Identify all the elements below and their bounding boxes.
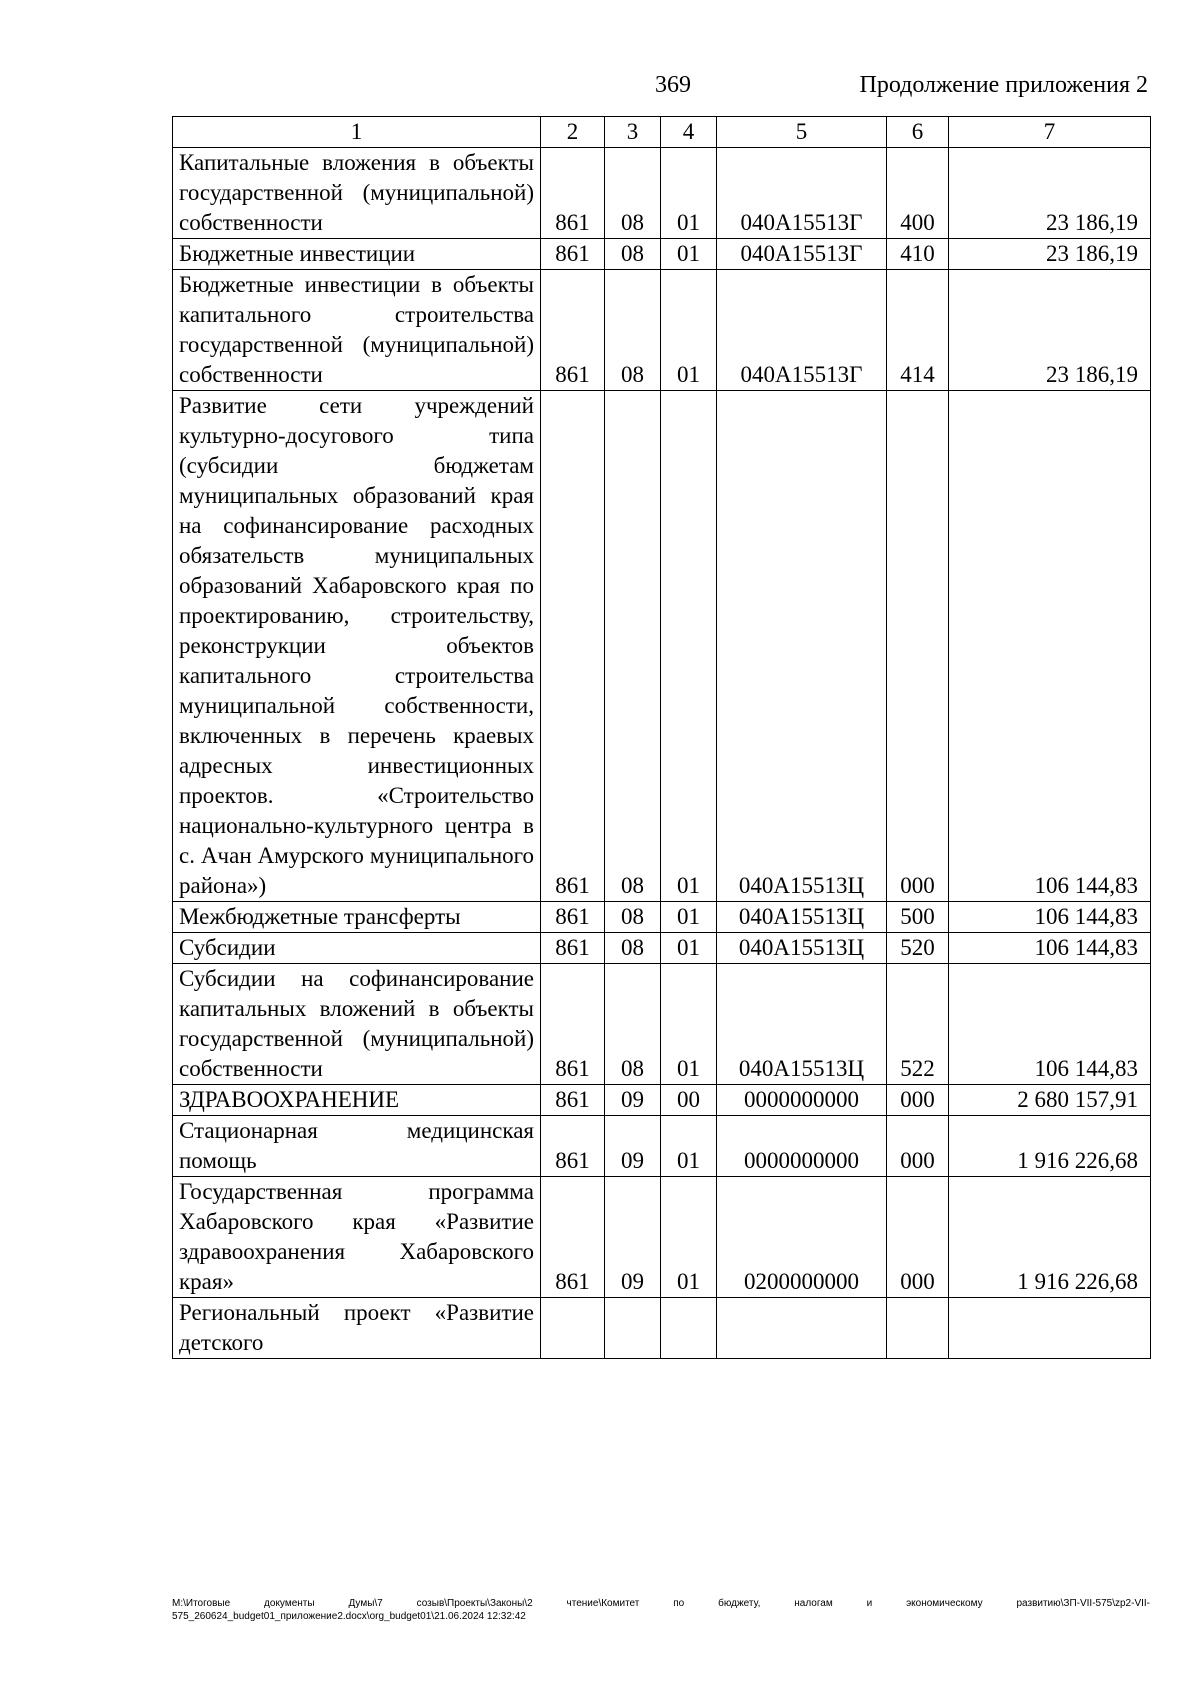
amount: 1 916 226,68	[949, 1177, 1151, 1298]
expense-type-code: 000	[887, 1116, 949, 1177]
admin-code: 861	[541, 933, 605, 964]
admin-code: 861	[541, 1177, 605, 1298]
target-article-code: 040A15513Ц	[717, 391, 887, 902]
subsection-code: 01	[661, 239, 717, 270]
admin-code: 861	[541, 902, 605, 933]
target-article-code: 040A15513Ц	[717, 964, 887, 1085]
expense-type-code: 522	[887, 964, 949, 1085]
amount: 1 916 226,68	[949, 1116, 1151, 1177]
expense-type-code: 500	[887, 902, 949, 933]
table-row	[173, 1298, 1151, 1359]
admin-code: 861	[541, 239, 605, 270]
section-code: 08	[605, 239, 661, 270]
subsection-code: 01	[661, 148, 717, 239]
amount: 106 144,83	[949, 902, 1151, 933]
budget-table	[172, 116, 1151, 1359]
expense-type-code: 000	[887, 391, 949, 902]
expense-type-code	[887, 1298, 949, 1359]
column-header: 7	[949, 117, 1151, 148]
target-article-code: 040A15513Г	[717, 270, 887, 391]
column-header: 3	[605, 117, 661, 148]
file-path-footer: M:\Итоговые документы Думы\7 созыв\Проекты\Законы\2 чтение\Комитет по бюджету, налогам и экономическому развитию\ЗП-VII-575\zp2-VII-575_260624_budget01_приложение2.docx\org_budget01\21.06.2024 12:32:42	[172, 1598, 1150, 1622]
expense-type-code: 520	[887, 933, 949, 964]
row-name: Государственная программа Хабаровского края «Развитие здравоохранения Хабаровского края»	[173, 1177, 541, 1298]
subsection-code: 01	[661, 902, 717, 933]
amount: 2 680 157,91	[949, 1085, 1151, 1116]
target-article-code: 0000000000	[717, 1085, 887, 1116]
subsection-code: 01	[661, 1116, 717, 1177]
expense-type-code: 410	[887, 239, 949, 270]
admin-code: 861	[541, 391, 605, 902]
admin-code: 861	[541, 270, 605, 391]
column-header: 1	[173, 117, 541, 148]
column-header: 2	[541, 117, 605, 148]
target-article-code: 040A15513Г	[717, 239, 887, 270]
table-row	[173, 1085, 1151, 1116]
table-row	[173, 239, 1151, 270]
section-code: 09	[605, 1177, 661, 1298]
column-header: 4	[661, 117, 717, 148]
subsection-code: 01	[661, 270, 717, 391]
table-row	[173, 902, 1151, 933]
subsection-code: 01	[661, 1177, 717, 1298]
target-article-code: 040A15513Г	[717, 148, 887, 239]
table-header-row	[173, 117, 1151, 148]
row-name: Субсидии	[173, 933, 541, 964]
row-name: Бюджетные инвестиции в объекты капитального строительства государственной (муниципальной) собственности	[173, 270, 541, 391]
column-header: 6	[887, 117, 949, 148]
target-article-code: 0200000000	[717, 1177, 887, 1298]
section-code: 09	[605, 1085, 661, 1116]
amount: 106 144,83	[949, 933, 1151, 964]
target-article-code: 0000000000	[717, 1116, 887, 1177]
target-article-code: 040A15513Ц	[717, 933, 887, 964]
subsection-code	[661, 1298, 717, 1359]
target-article-code: 040A15513Ц	[717, 902, 887, 933]
row-name: Межбюджетные трансферты	[173, 902, 541, 933]
section-code: 08	[605, 270, 661, 391]
admin-code: 861	[541, 964, 605, 1085]
row-name: ЗДРАВООХРАНЕНИЕ	[173, 1085, 541, 1116]
expense-type-code: 414	[887, 270, 949, 391]
table-row	[173, 933, 1151, 964]
section-code: 09	[605, 1116, 661, 1177]
amount: 106 144,83	[949, 391, 1151, 902]
table-row	[173, 148, 1151, 239]
row-name: Стационарная медицинская помощь	[173, 1116, 541, 1177]
amount	[949, 1298, 1151, 1359]
table-row	[173, 1177, 1151, 1298]
amount: 23 186,19	[949, 270, 1151, 391]
table-row	[173, 270, 1151, 391]
amount: 23 186,19	[949, 239, 1151, 270]
amount: 106 144,83	[949, 964, 1151, 1085]
column-header: 5	[717, 117, 887, 148]
subsection-code: 01	[661, 391, 717, 902]
row-name: Субсидии на софинансирование капитальных вложений в объекты государственной (муниципальной) собственности	[173, 964, 541, 1085]
table-row	[173, 1116, 1151, 1177]
target-article-code	[717, 1298, 887, 1359]
row-name: Развитие сети учреждений культурно-досугового типа (субсидии бюджетам муниципальных образований края на софинансирование расходных обязательств муниципальных образований Хабаровского края по проектированию, строительству, реконструкции объектов капитального строительства муниципальной собственности, включенных в перечень краевых адресных инвестиционных проектов. «Строительство национально-культурного центра в с. Ачан Амурского муниципального района»)	[173, 391, 541, 902]
page-number: 369	[655, 72, 691, 98]
expense-type-code: 400	[887, 148, 949, 239]
row-name: Региональный проект «Развитие детского	[173, 1298, 541, 1359]
subsection-code: 01	[661, 964, 717, 1085]
table-row	[173, 964, 1151, 1085]
subsection-code: 01	[661, 933, 717, 964]
section-code: 08	[605, 902, 661, 933]
continuation-note: Продолжение приложения 2	[859, 72, 1148, 98]
row-name: Капитальные вложения в объекты государственной (муниципальной) собственности	[173, 148, 541, 239]
section-code: 08	[605, 964, 661, 1085]
expense-type-code: 000	[887, 1177, 949, 1298]
section-code: 08	[605, 933, 661, 964]
subsection-code: 00	[661, 1085, 717, 1116]
amount: 23 186,19	[949, 148, 1151, 239]
row-name: Бюджетные инвестиции	[173, 239, 541, 270]
admin-code: 861	[541, 1085, 605, 1116]
admin-code	[541, 1298, 605, 1359]
admin-code: 861	[541, 148, 605, 239]
section-code: 08	[605, 148, 661, 239]
table-row	[173, 391, 1151, 902]
section-code	[605, 1298, 661, 1359]
admin-code: 861	[541, 1116, 605, 1177]
expense-type-code: 000	[887, 1085, 949, 1116]
section-code: 08	[605, 391, 661, 902]
